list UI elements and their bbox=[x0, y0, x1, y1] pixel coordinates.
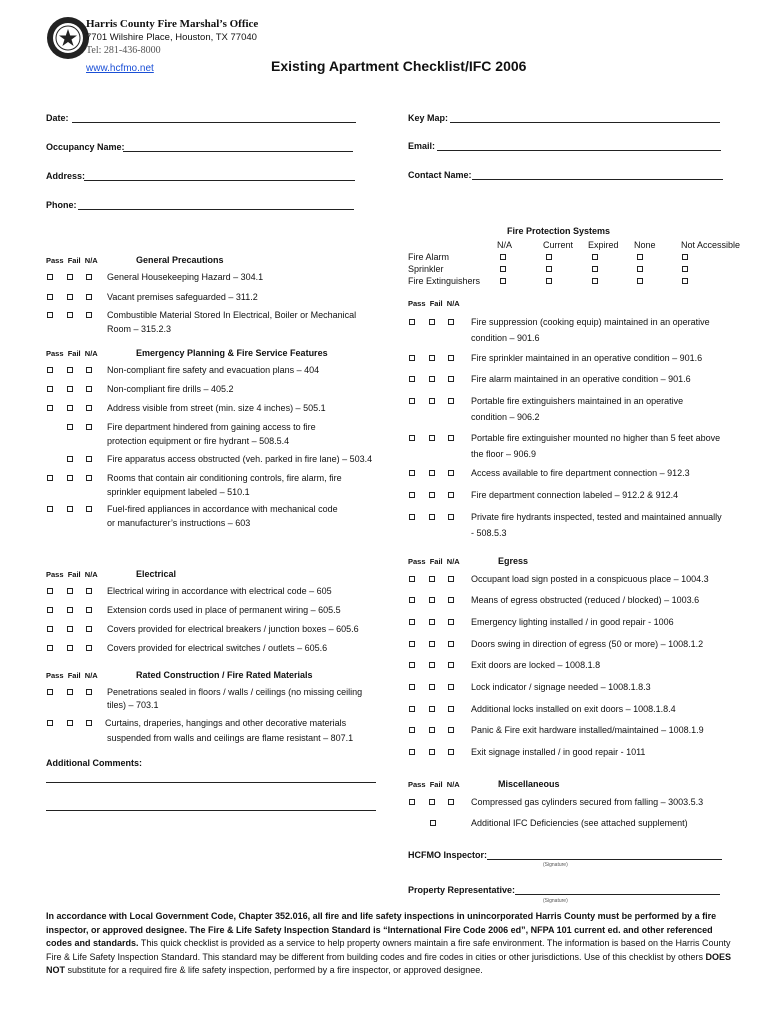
page-title: Existing Apartment Checklist/IFC 2006 bbox=[271, 58, 527, 74]
checklist-item: Fire suppression (cooking equip) maintained in an operative bbox=[471, 317, 710, 327]
na-checkbox[interactable] bbox=[448, 576, 454, 582]
comments-line[interactable] bbox=[46, 810, 376, 811]
checklist-item: Non-compliant fire safety and evacuation plans – 404 bbox=[107, 365, 320, 375]
checklist-item: Lock indicator / signage needed – 1008.1.8.3 bbox=[471, 682, 651, 692]
general-title: General Precautions bbox=[136, 255, 224, 265]
na-checkbox[interactable] bbox=[448, 619, 454, 625]
checklist-item: Additional IFC Deficiencies (see attached supplement) bbox=[471, 818, 688, 828]
inspector-label: HCFMO Inspector: bbox=[408, 850, 488, 860]
fps-checkbox[interactable] bbox=[500, 278, 506, 284]
checklist-item: Vacant premises safeguarded – 311.2 bbox=[107, 292, 258, 302]
fail-checkbox[interactable] bbox=[429, 398, 435, 404]
egress-title: Egress bbox=[498, 556, 529, 566]
fail-checkbox[interactable] bbox=[67, 689, 73, 695]
checklist-item: protection equipment or fire hydrant – 508.5.4 bbox=[107, 436, 290, 446]
na-checkbox[interactable] bbox=[86, 607, 92, 613]
phone-label: Phone: bbox=[46, 200, 77, 210]
na-checkbox[interactable] bbox=[448, 799, 454, 805]
pfn-header: Pass Fail N/A bbox=[408, 299, 460, 308]
na-checkbox[interactable] bbox=[448, 641, 454, 647]
fps-checkbox[interactable] bbox=[500, 266, 506, 272]
fps-col-expired: Expired bbox=[588, 240, 619, 250]
na-checkbox[interactable] bbox=[86, 312, 92, 318]
fps-row-extinguishers: Fire Extinguishers bbox=[408, 276, 481, 286]
date-field[interactable] bbox=[72, 122, 356, 123]
fps-row-sprinkler: Sprinkler bbox=[408, 264, 444, 274]
fps-checkbox[interactable] bbox=[682, 278, 688, 284]
fps-checkbox[interactable] bbox=[546, 278, 552, 284]
org-name: Harris County Fire Marshal’s Office bbox=[86, 18, 259, 30]
pass-checkbox[interactable] bbox=[409, 641, 415, 647]
fail-checkbox[interactable] bbox=[429, 597, 435, 603]
fail-checkbox[interactable] bbox=[429, 641, 435, 647]
pass-checkbox[interactable] bbox=[409, 492, 415, 498]
na-checkbox[interactable] bbox=[448, 319, 454, 325]
rep-signature-line[interactable] bbox=[515, 894, 720, 895]
checklist-item: Rooms that contain air conditioning controls, fire alarm, fire bbox=[107, 473, 342, 483]
na-checkbox[interactable] bbox=[448, 470, 454, 476]
na-checkbox[interactable] bbox=[448, 597, 454, 603]
fail-checkbox[interactable] bbox=[429, 492, 435, 498]
na-checkbox[interactable] bbox=[86, 506, 92, 512]
fps-col-na: N/A bbox=[497, 240, 513, 250]
checklist-item: Covers provided for electrical breakers / junction boxes – 605.6 bbox=[107, 624, 359, 634]
pass-checkbox[interactable] bbox=[409, 398, 415, 404]
checklist-item: Curtains, draperies, hangings and other decorative materials bbox=[105, 718, 347, 728]
pass-checkbox[interactable] bbox=[47, 626, 53, 632]
na-checkbox[interactable] bbox=[430, 820, 436, 826]
phone-field[interactable] bbox=[78, 209, 354, 210]
fps-checkbox[interactable] bbox=[637, 278, 643, 284]
email-label: Email: bbox=[408, 141, 436, 151]
fail-checkbox[interactable] bbox=[67, 312, 73, 318]
fail-checkbox[interactable] bbox=[429, 619, 435, 625]
address-field[interactable] bbox=[84, 180, 355, 181]
pass-checkbox[interactable] bbox=[47, 294, 53, 300]
comments-line[interactable] bbox=[46, 782, 376, 783]
fail-checkbox[interactable] bbox=[67, 367, 73, 373]
fps-checkbox[interactable] bbox=[682, 254, 688, 260]
checklist-item: Portable fire extinguishers maintained in an operative bbox=[471, 396, 684, 406]
na-checkbox[interactable] bbox=[448, 684, 454, 690]
checklist-item: General Housekeeping Hazard – 304.1 bbox=[107, 272, 264, 282]
pfn-header: Pass Fail N/A bbox=[46, 671, 98, 680]
misc-title: Miscellaneous bbox=[498, 779, 560, 789]
fail-checkbox[interactable] bbox=[67, 274, 73, 280]
checklist-item: Fuel-fired appliances in accordance with mechanical code bbox=[107, 504, 338, 514]
fps-title: Fire Protection Systems bbox=[507, 226, 611, 236]
electrical-title: Electrical bbox=[136, 569, 177, 579]
na-checkbox[interactable] bbox=[86, 626, 92, 632]
pass-checkbox[interactable] bbox=[47, 645, 53, 651]
pass-checkbox[interactable] bbox=[409, 799, 415, 805]
pfn-header: Pass Fail N/A bbox=[46, 256, 98, 265]
pfn-header: Pass Fail N/A bbox=[46, 349, 98, 358]
address-label: Address: bbox=[46, 171, 86, 181]
fail-checkbox[interactable] bbox=[429, 706, 435, 712]
checklist-item: Emergency lighting installed / in good repair - 1006 bbox=[471, 617, 674, 627]
fail-checkbox[interactable] bbox=[429, 684, 435, 690]
pfn-header: Pass Fail N/A bbox=[408, 557, 460, 566]
pass-checkbox[interactable] bbox=[409, 376, 415, 382]
fail-checkbox[interactable] bbox=[429, 319, 435, 325]
fail-checkbox[interactable] bbox=[429, 749, 435, 755]
na-checkbox[interactable] bbox=[448, 355, 454, 361]
na-checkbox[interactable] bbox=[86, 294, 92, 300]
pass-checkbox[interactable] bbox=[47, 689, 53, 695]
fps-checkbox[interactable] bbox=[592, 278, 598, 284]
fail-checkbox[interactable] bbox=[429, 576, 435, 582]
fail-checkbox[interactable] bbox=[67, 386, 73, 392]
na-checkbox[interactable] bbox=[86, 424, 92, 430]
pass-checkbox[interactable] bbox=[409, 706, 415, 712]
na-checkbox[interactable] bbox=[86, 475, 92, 481]
pass-checkbox[interactable] bbox=[409, 319, 415, 325]
na-checkbox[interactable] bbox=[448, 706, 454, 712]
fail-checkbox[interactable] bbox=[429, 727, 435, 733]
fail-checkbox[interactable] bbox=[67, 588, 73, 594]
checklist-item: Exit signage installed / in good repair - 1011 bbox=[471, 747, 646, 757]
fail-checkbox[interactable] bbox=[67, 645, 73, 651]
fps-col-not-accessible: Not Accessible bbox=[681, 240, 741, 250]
keymap-label: Key Map: bbox=[408, 113, 449, 123]
checklist-item: Panic & Fire exit hardware installed/maintained – 1008.1.9 bbox=[471, 725, 704, 735]
pass-checkbox[interactable] bbox=[47, 475, 53, 481]
checklist-item: Compressed gas cylinders secured from falling – 3003.5.3 bbox=[471, 797, 704, 807]
na-checkbox[interactable] bbox=[448, 492, 454, 498]
na-checkbox[interactable] bbox=[448, 435, 454, 441]
na-checkbox[interactable] bbox=[86, 274, 92, 280]
checklist-item: Access available to fire department connection – 912.3 bbox=[471, 468, 690, 478]
contact-field[interactable] bbox=[472, 179, 723, 180]
fps-checkbox[interactable] bbox=[592, 266, 598, 272]
pass-checkbox[interactable] bbox=[409, 514, 415, 520]
na-checkbox[interactable] bbox=[448, 398, 454, 404]
checklist-item: Combustible Material Stored In Electrical, Boiler or Mechanical bbox=[107, 310, 357, 320]
signature-caption: (Signature) bbox=[543, 862, 568, 868]
pass-checkbox[interactable] bbox=[409, 749, 415, 755]
checklist-item: Electrical wiring in accordance with electrical code – 605 bbox=[107, 586, 332, 596]
email-field[interactable] bbox=[437, 150, 721, 151]
emergency-title: Emergency Planning & Fire Service Features bbox=[136, 348, 328, 358]
na-checkbox[interactable] bbox=[448, 662, 454, 668]
checklist-item: - 508.5.3 bbox=[471, 528, 507, 538]
na-checkbox[interactable] bbox=[448, 749, 454, 755]
checklist-item: Fire department connection labeled – 912.2 & 912.4 bbox=[471, 490, 679, 500]
occupancy-field[interactable] bbox=[123, 151, 353, 152]
na-checkbox[interactable] bbox=[86, 405, 92, 411]
fps-checkbox[interactable] bbox=[592, 254, 598, 260]
checklist-item: suspended from walls and ceilings are flame resistant – 807.1 bbox=[107, 733, 354, 743]
seal-logo bbox=[46, 16, 90, 62]
checklist-item: Fire apparatus access obstructed (veh. parked in fire lane) – 503.4 bbox=[107, 454, 373, 464]
na-checkbox[interactable] bbox=[86, 689, 92, 695]
org-address: 7701 Wilshire Place, Houston, TX 77040 bbox=[86, 32, 257, 43]
fail-checkbox[interactable] bbox=[429, 470, 435, 476]
pass-checkbox[interactable] bbox=[47, 386, 53, 392]
keymap-field[interactable] bbox=[450, 122, 720, 123]
fail-checkbox[interactable] bbox=[429, 662, 435, 668]
checklist-item: Portable fire extinguisher mounted no higher than 5 feet above bbox=[471, 433, 721, 443]
checklist-item: Private fire hydrants inspected, tested and maintained annually bbox=[471, 512, 722, 522]
rated-title: Rated Construction / Fire Rated Materials bbox=[136, 670, 313, 680]
na-checkbox[interactable] bbox=[86, 386, 92, 392]
pass-checkbox[interactable] bbox=[47, 607, 53, 613]
checklist-item: Doors swing in direction of egress (50 or more) – 1008.1.2 bbox=[471, 639, 704, 649]
checklist-item: condition – 906.2 bbox=[471, 412, 540, 422]
pass-checkbox[interactable] bbox=[47, 405, 53, 411]
pass-checkbox[interactable] bbox=[409, 597, 415, 603]
fail-checkbox[interactable] bbox=[429, 355, 435, 361]
na-checkbox[interactable] bbox=[86, 588, 92, 594]
fail-checkbox[interactable] bbox=[429, 799, 435, 805]
fps-col-current: Current bbox=[543, 240, 574, 250]
pass-checkbox[interactable] bbox=[409, 727, 415, 733]
fail-checkbox[interactable] bbox=[67, 424, 73, 430]
fps-checkbox[interactable] bbox=[637, 266, 643, 272]
fail-checkbox[interactable] bbox=[67, 720, 73, 726]
fps-checkbox[interactable] bbox=[500, 254, 506, 260]
pass-checkbox[interactable] bbox=[47, 367, 53, 373]
checklist-item: Extension cords used in place of permanent wiring – 605.5 bbox=[107, 605, 341, 615]
occupancy-label: Occupancy Name: bbox=[46, 142, 125, 152]
inspector-signature-line[interactable] bbox=[487, 859, 722, 860]
pfn-header: Pass Fail N/A bbox=[408, 780, 460, 789]
fail-checkbox[interactable] bbox=[67, 506, 73, 512]
na-checkbox[interactable] bbox=[86, 645, 92, 651]
checklist-item: Means of egress obstructed (reduced / blocked) – 1003.6 bbox=[471, 595, 700, 605]
pass-checkbox[interactable] bbox=[47, 506, 53, 512]
fail-checkbox[interactable] bbox=[429, 376, 435, 382]
na-checkbox[interactable] bbox=[86, 367, 92, 373]
checklist-item: Address visible from street (min. size 4 inches) – 505.1 bbox=[107, 403, 326, 413]
pass-checkbox[interactable] bbox=[409, 435, 415, 441]
na-checkbox[interactable] bbox=[448, 376, 454, 382]
checklist-item: Non-compliant fire drills – 405.2 bbox=[107, 384, 234, 394]
pass-checkbox[interactable] bbox=[47, 720, 53, 726]
fail-checkbox[interactable] bbox=[67, 294, 73, 300]
comments-label: Additional Comments: bbox=[46, 758, 142, 768]
contact-label: Contact Name: bbox=[408, 170, 472, 180]
rep-label: Property Representative: bbox=[408, 885, 516, 895]
checklist-item: Fire alarm maintained in an operative condition – 901.6 bbox=[471, 374, 691, 384]
checklist-item: Fire department hindered from gaining access to fire bbox=[107, 422, 316, 432]
na-checkbox[interactable] bbox=[448, 514, 454, 520]
date-label: Date: bbox=[46, 113, 69, 123]
fps-row-fire-alarm: Fire Alarm bbox=[408, 252, 450, 262]
checklist-item: condition – 901.6 bbox=[471, 333, 540, 343]
pass-checkbox[interactable] bbox=[47, 588, 53, 594]
pass-checkbox[interactable] bbox=[47, 312, 53, 318]
checklist-item: the floor – 906.9 bbox=[471, 449, 537, 459]
checklist-item: Penetrations sealed in floors / walls / ceilings (no missing ceiling bbox=[107, 687, 363, 697]
checklist-item: or manufacturer’s instructions – 603 bbox=[107, 518, 251, 528]
pass-checkbox[interactable] bbox=[409, 470, 415, 476]
pass-checkbox[interactable] bbox=[409, 576, 415, 582]
fail-checkbox[interactable] bbox=[67, 405, 73, 411]
pass-checkbox[interactable] bbox=[47, 274, 53, 280]
fail-checkbox[interactable] bbox=[67, 626, 73, 632]
fail-checkbox[interactable] bbox=[67, 456, 73, 462]
checklist-item: sprinkler equipment labeled – 510.1 bbox=[107, 487, 250, 497]
checklist-item: Occupant load sign posted in a conspicuous place – 1004.3 bbox=[471, 574, 709, 584]
pass-checkbox[interactable] bbox=[409, 684, 415, 690]
checklist-item: Exit doors are locked – 1008.1.8 bbox=[471, 660, 601, 670]
signature-caption: (Signature) bbox=[543, 898, 568, 904]
na-checkbox[interactable] bbox=[448, 727, 454, 733]
fps-checkbox[interactable] bbox=[546, 254, 552, 260]
org-tel: Tel: 281-436-8000 bbox=[86, 45, 161, 56]
fps-checkbox[interactable] bbox=[682, 266, 688, 272]
pass-checkbox[interactable] bbox=[409, 619, 415, 625]
website-link[interactable]: www.hcfmo.net bbox=[86, 63, 154, 74]
fail-checkbox[interactable] bbox=[429, 435, 435, 441]
footer-notice: In accordance with Local Government Code, Chapter 352.016, all fire and life safety inspections in unincorporated Harris County must be performed by a fire inspector, or approved designee. The Fire & Life Safety Inspection Standard is “International Fire Code 2006 ed”, NFPA 101 current ed. and other referenced codes and standards. This quick checklist is provided as a service to help property owners maintain a fire safe environment. The information is based on the Harris County Fire & Life Safety Inspection Standard. This standard may be different from building codes and fire codes in cities or other jurisdictions. Use of this checklist by others DOES NOT substitute for a required fire & life safety inspection, performed by a fire inspector, or approved designee. bbox=[46, 911, 732, 975]
fps-checkbox[interactable] bbox=[546, 266, 552, 272]
na-checkbox[interactable] bbox=[86, 456, 92, 462]
fail-checkbox[interactable] bbox=[67, 475, 73, 481]
pass-checkbox[interactable] bbox=[409, 662, 415, 668]
pfn-header: Pass Fail N/A bbox=[46, 570, 98, 579]
checklist-item: tiles) – 703.1 bbox=[107, 700, 159, 710]
checklist-item: Covers provided for electrical switches / outlets – 605.6 bbox=[107, 643, 328, 653]
checklist-item: Additional locks installed on exit doors – 1008.1.8.4 bbox=[471, 704, 676, 714]
fps-checkbox[interactable] bbox=[637, 254, 643, 260]
checklist-item: Room – 315.2.3 bbox=[107, 324, 172, 334]
fps-col-none: None bbox=[634, 240, 656, 250]
na-checkbox[interactable] bbox=[86, 720, 92, 726]
fail-checkbox[interactable] bbox=[67, 607, 73, 613]
checklist-item: Fire sprinkler maintained in an operative condition – 901.6 bbox=[471, 353, 703, 363]
pass-checkbox[interactable] bbox=[409, 355, 415, 361]
fail-checkbox[interactable] bbox=[429, 514, 435, 520]
